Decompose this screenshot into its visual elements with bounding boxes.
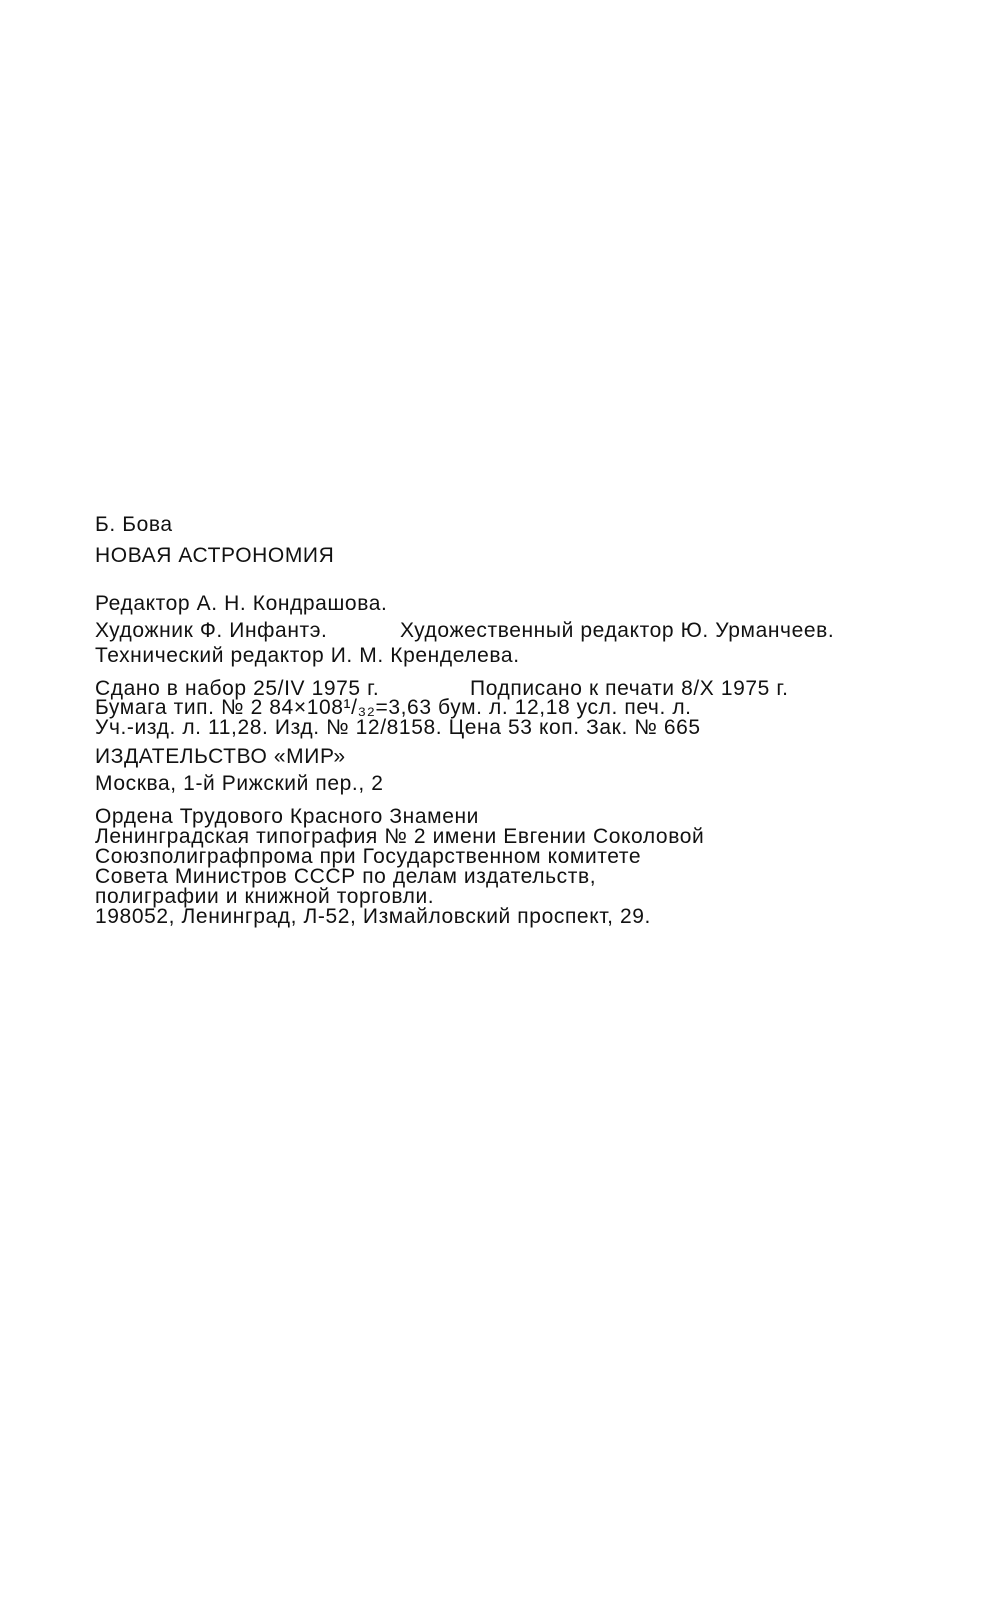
author-name: Б. Бова — [95, 513, 173, 536]
book-title: НОВАЯ АСТРОНОМИЯ — [95, 544, 335, 567]
paper-details: Бумага тип. № 2 84×108¹/₃₂=3,63 бум. л. 12,18 усл. печ. л. — [95, 696, 692, 719]
printer-line: Союзполиграфпрома при Государственном комитете — [95, 845, 642, 868]
sheet-details: Уч.-изд. л. 11,28. Изд. № 12/8158. Цена 53 коп. Зак. № 665 — [95, 716, 701, 739]
signed-date: Подписано к печати 8/X 1975 г. — [470, 677, 789, 700]
printer-line: 198052, Ленинград, Л-52, Измайловский проспект, 29. — [95, 905, 651, 928]
printer-line: Совета Министров СССР по делам издательств, — [95, 865, 597, 888]
tech-editor-credit: Технический редактор И. М. Кренделева. — [95, 644, 520, 667]
printer-line: Ленинградская типография № 2 имени Евгении Соколовой — [95, 825, 705, 848]
publisher-address: Москва, 1-й Рижский пер., 2 — [95, 772, 384, 795]
publisher-name: ИЗДАТЕЛЬСТВО «МИР» — [95, 745, 346, 768]
typeset-date: Сдано в набор 25/IV 1975 г. — [95, 677, 380, 700]
art-editor-credit: Художественный редактор Ю. Урманчеев. — [400, 619, 835, 642]
editor-credit: Редактор А. Н. Кондрашова. — [95, 592, 388, 615]
printer-line: полиграфии и книжной торговли. — [95, 885, 435, 908]
printer-line: Ордена Трудового Красного Знамени — [95, 805, 479, 828]
artist-credit: Художник Ф. Инфантэ. — [95, 619, 328, 642]
artist-credit-row — [95, 620, 328, 642]
